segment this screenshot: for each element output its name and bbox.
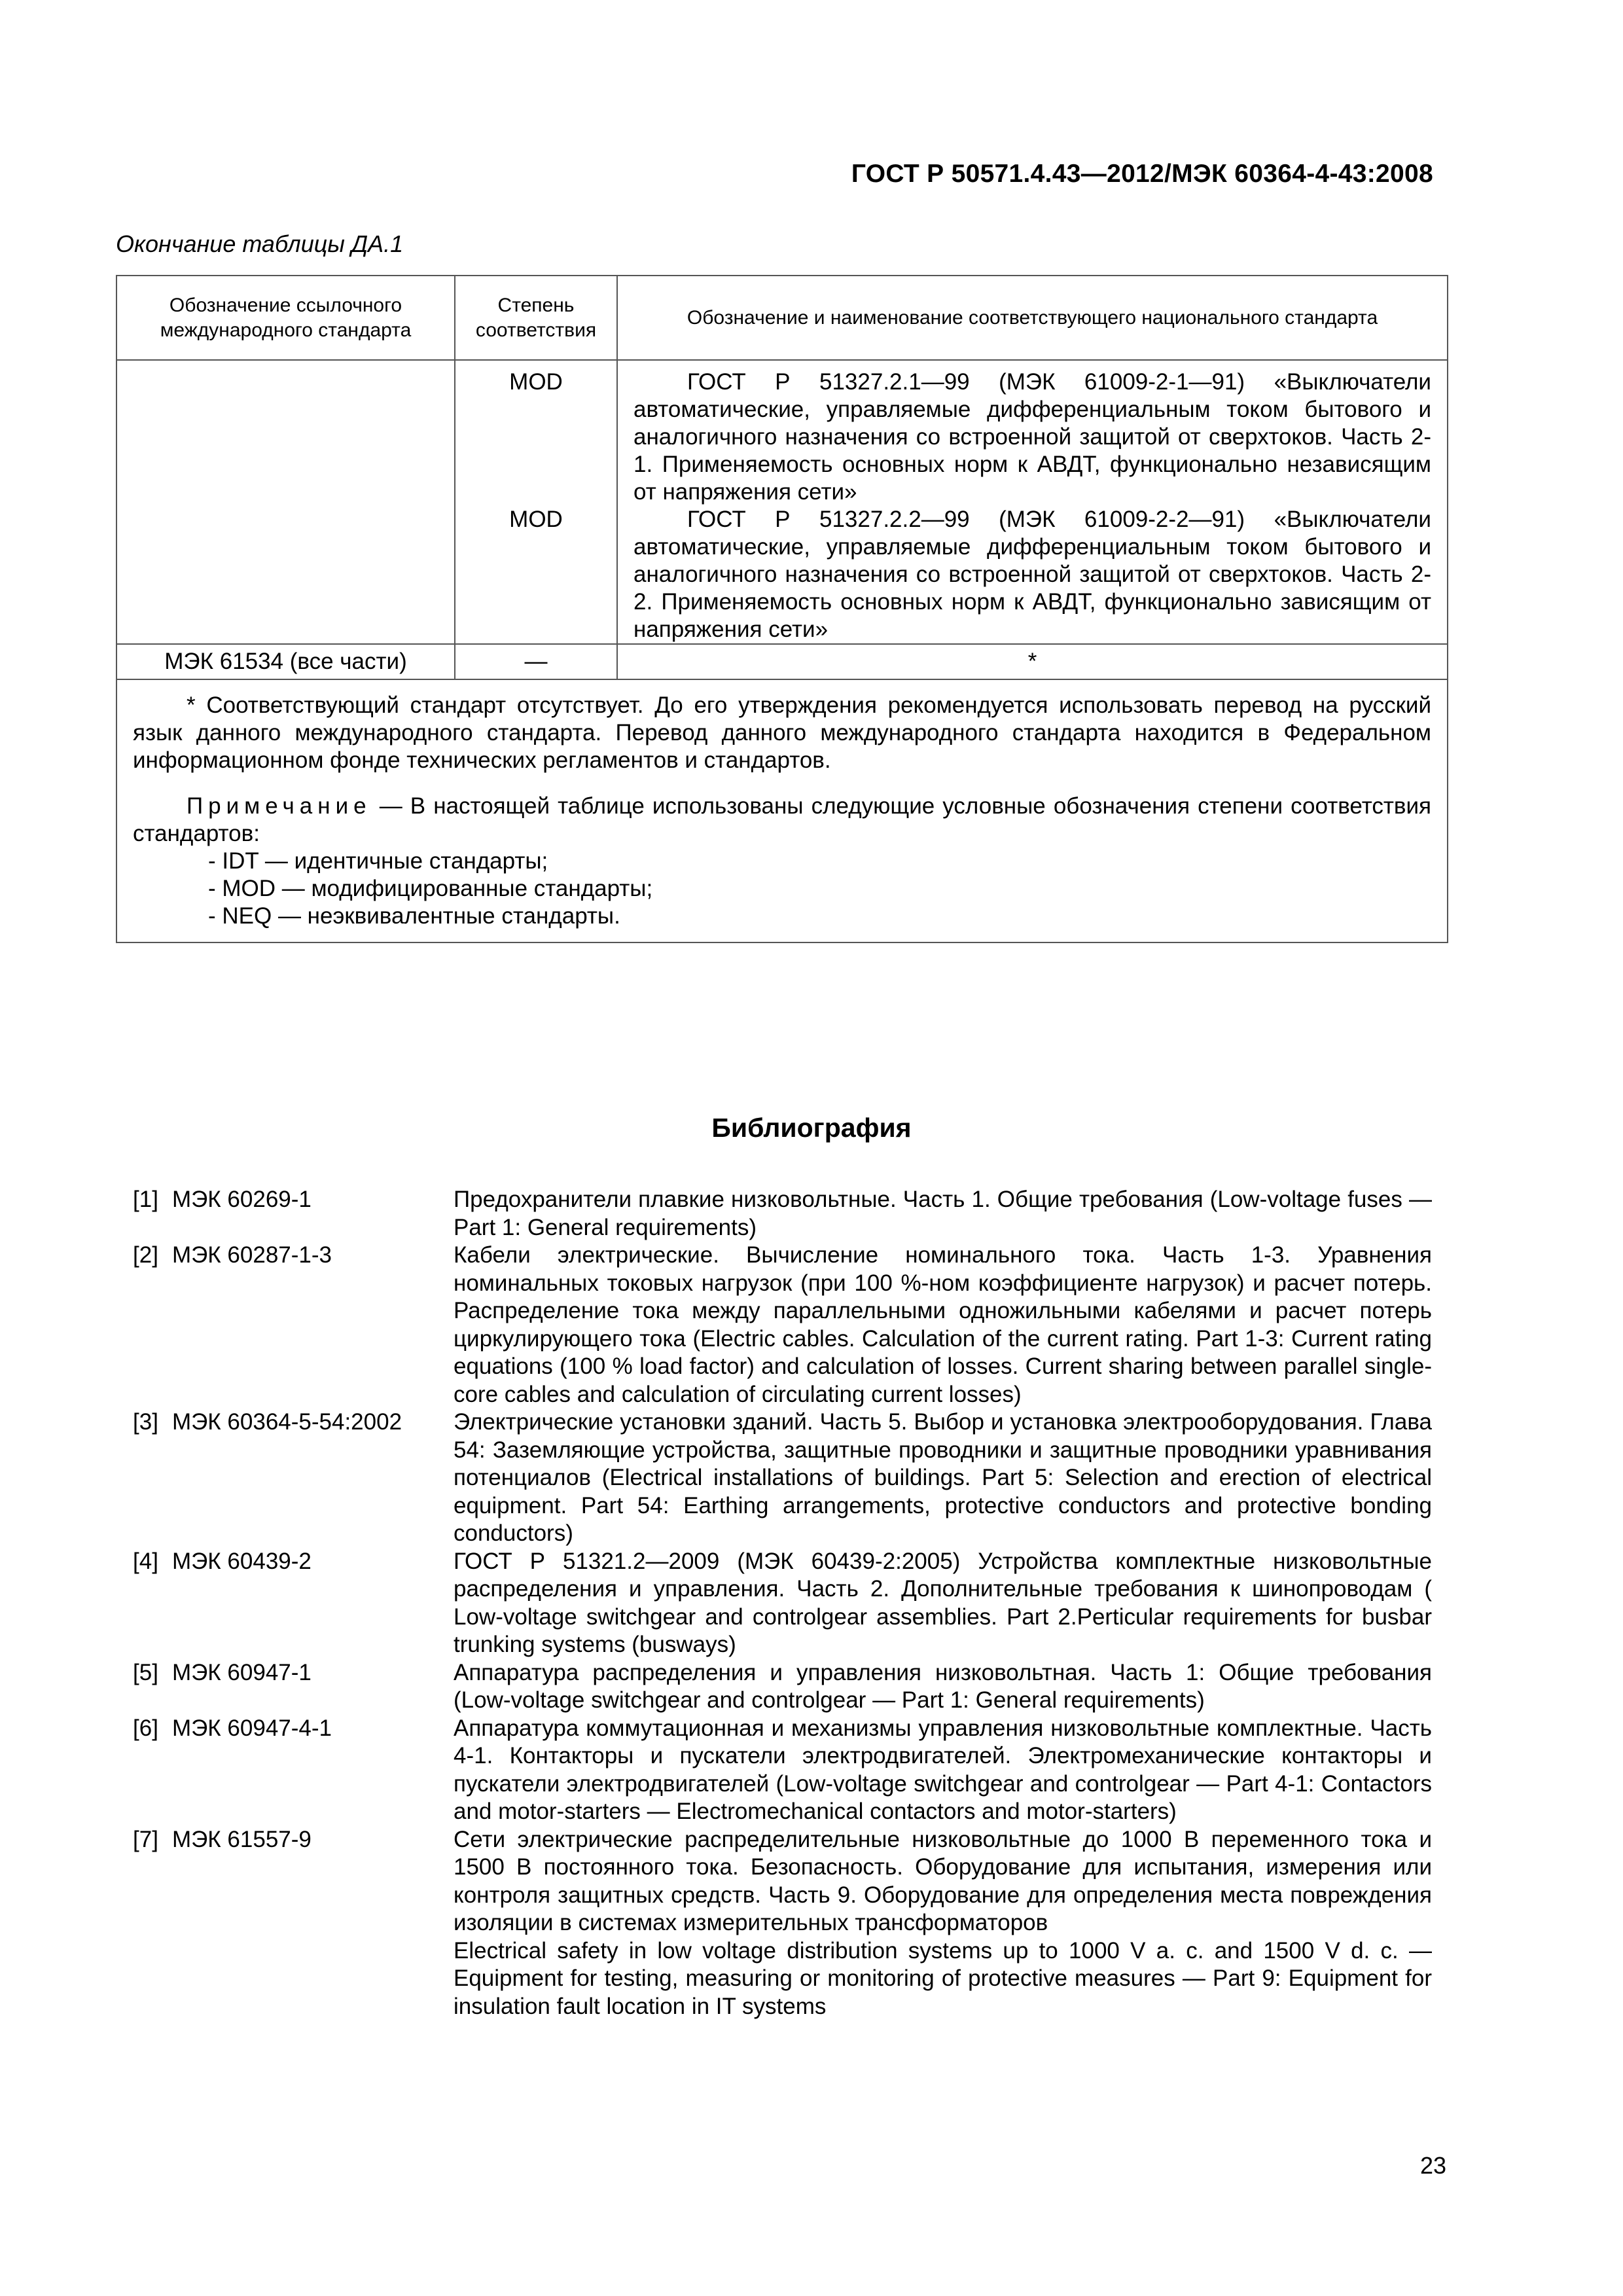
degree-value: MOD (509, 507, 563, 532)
reference-code: МЭК 61557-9 (172, 1826, 312, 1852)
reference-title (454, 1659, 1432, 1715)
reference-code: МЭК 60364-5-54:2002 (172, 1409, 402, 1435)
document-header: ГОСТ Р 50571.4.43—2012/МЭК 60364-4-43:2008 (851, 160, 1433, 188)
national-standard-cell (617, 360, 1448, 644)
reference-text: Аппаратура коммутационная и механизмы управления низковольтные комплектные. Часть 4-1. Контакторы и пускатели электродвигателей. Электромеханические контакторы и пускатели электродвигателей (Low-voltage switchgear and controlgear — Part 4-1: Contactors and motor-starters — Electromechanical contactors and motor-starters) (454, 1715, 1432, 1824)
reference-title (454, 1408, 1432, 1548)
reference-title (454, 1186, 1432, 1242)
reference-title (454, 1548, 1432, 1659)
reference-text: Электрические установки зданий. Часть 5. Выбор и установка электрооборудования. Глава 54: Заземляющие устройства, защитные проводники и защитные проводники уравнивания потенциалов (Electrical installations of buildings. Part 5: Selection and erection of electrical equipment. Part 54: Earthing arrangements, protective conductors and protective bonding conductors) (454, 1409, 1432, 1546)
table-footer (116, 679, 1448, 942)
correspondence-table (116, 275, 1448, 943)
table-row (116, 360, 1448, 644)
degree-value: MOD (509, 369, 563, 395)
reference-number: [2] (133, 1242, 158, 1268)
reference-text: Сети электрические распределительные низковольтные до 1000 В переменного тока и 1500 В постоянного тока. Безопасность. Оборудование для испытания, измерения или контроля защитных средств. Часть 9. Оборудование для определения места повреждения изоляции в системах измерительных трансформаторов (454, 1826, 1432, 1935)
reference-number: [7] (133, 1826, 158, 1852)
list-item (133, 1242, 1432, 1408)
degree-cell (455, 360, 617, 644)
table-footer-row (116, 679, 1448, 942)
bibliography-list (133, 1186, 1432, 2020)
list-item (133, 1408, 1432, 1548)
note-item: - NEQ — неэквивалентные стандарты. (208, 903, 620, 929)
reference-code: МЭК 60947-1 (172, 1659, 312, 1685)
reference-number: [5] (133, 1659, 158, 1685)
list-item (133, 1659, 1432, 1715)
reference-text: Предохранители плавкие низковольтные. Часть 1. Общие требования (Low-voltage fuses — Part 1: General requirements) (454, 1187, 1432, 1240)
column-header-national: Обозначение и наименование соответствующего национального стандарта (617, 276, 1448, 360)
list-item (133, 1826, 1432, 2021)
list-item (133, 1548, 1432, 1659)
reference-text: ГОСТ Р 51321.2—2009 (МЭК 60439-2:2005) Устройства комплектные низковольтные распределения и управления. Часть 2. Дополнительные требования к шинопроводам ( Low-voltage switchgear and controlgear assemblies. Part 2.Perticular requirements for busbar trunking systems (busways) (454, 1548, 1432, 1657)
note-text: — В настоящей таблице использованы следующие условные обозначения степени соответствия стандартов: (133, 793, 1431, 846)
column-header-international: Обозначение ссылочного международного стандарта (116, 276, 455, 360)
national-standard-entry (633, 506, 1431, 643)
table-row (116, 644, 1448, 679)
reference-title (454, 1242, 1432, 1408)
reference-code: МЭК 60287-1-3 (172, 1242, 332, 1268)
footnote: * Соответствующий стандарт отсутствует. До его утверждения рекомендуется использовать перевод на русский язык данного международного стандарта. Перевод данного международного стандарта находится в Федеральном информационном фонде технических регламентов и стандартов. (133, 692, 1431, 773)
reference-title (454, 1826, 1432, 2021)
reference-title (454, 1715, 1432, 1826)
table-header-row (116, 276, 1448, 360)
reference-text: Аппаратура распределения и управления низковольтная. Часть 1: Общие требования (Low-voltage switchgear and controlgear — Part 1: General requirements) (454, 1659, 1432, 1713)
reference-code: МЭК 60269-1 (172, 1187, 312, 1212)
note-item: - MOD — модифицированные стандарты; (208, 876, 653, 901)
reference-text-english: Electrical safety in low voltage distribution systems up to 1000 V a. c. and 1500 V d. c. — Equipment for testing, measuring or monitoring of protective measures — Part 9: Equipment for insulation fault location in IT systems (454, 1937, 1432, 2019)
reference-number: [3] (133, 1409, 158, 1435)
note (133, 793, 1431, 848)
reference-number: [6] (133, 1715, 158, 1741)
reference-number: [4] (133, 1548, 158, 1574)
reference-code: МЭК 60947-4-1 (172, 1715, 332, 1741)
reference-number: [1] (133, 1187, 158, 1212)
list-item (133, 1715, 1432, 1826)
degree-cell: — (455, 644, 617, 679)
national-standard-cell: * (617, 644, 1448, 679)
note-label: Примечание (187, 793, 372, 819)
intl-standard-cell (116, 360, 455, 644)
national-standard-entry (633, 368, 1431, 506)
intl-standard-cell: МЭК 61534 (все части) (116, 644, 455, 679)
list-item (133, 1186, 1432, 1242)
column-header-degree: Степень соответствия (455, 276, 617, 360)
national-standard-text: ГОСТ Р 51327.2.1—99 (МЭК 61009-2-1—91) «Выключатели автоматические, управляемые дифференциальным током бытового и аналогичного назначения со встроенной защитой от сверхтоков. Часть 2-1. Применяемость основных норм к АВДТ, функционально независящим от напряжения сети» (633, 369, 1431, 505)
reference-text: Кабели электрические. Вычисление номинального тока. Часть 1-3. Уравнения номинальных токовых нагрузок (при 100 %-ном коэффициенте нагрузок) и расчет потерь. Распределение тока между параллельными одножильными кабелями и расчет потерь циркулирующего тока (Electric cables. Calculation of the current rating. Part 1-3: Current rating equations (100 % load factor) and calculation of losses. Current sharing between parallel single-core cables and calculation of circulating current losses) (454, 1242, 1432, 1407)
table-caption: Окончание таблицы ДА.1 (116, 230, 404, 257)
reference-code: МЭК 60439-2 (172, 1548, 312, 1574)
page-number: 23 (1419, 2152, 1446, 2179)
note-item: - IDT — идентичные стандарты; (208, 848, 548, 874)
bibliography-title: Библиография (711, 1113, 912, 1143)
national-standard-text: ГОСТ Р 51327.2.2—99 (МЭК 61009-2-2—91) «Выключатели автоматические, управляемые дифференциальным током бытового и аналогичного назначения со встроенной защитой от сверхтоков. Часть 2-2. Применяемость основных норм к АВДТ, функционально зависящим от напряжения сети» (633, 507, 1431, 642)
